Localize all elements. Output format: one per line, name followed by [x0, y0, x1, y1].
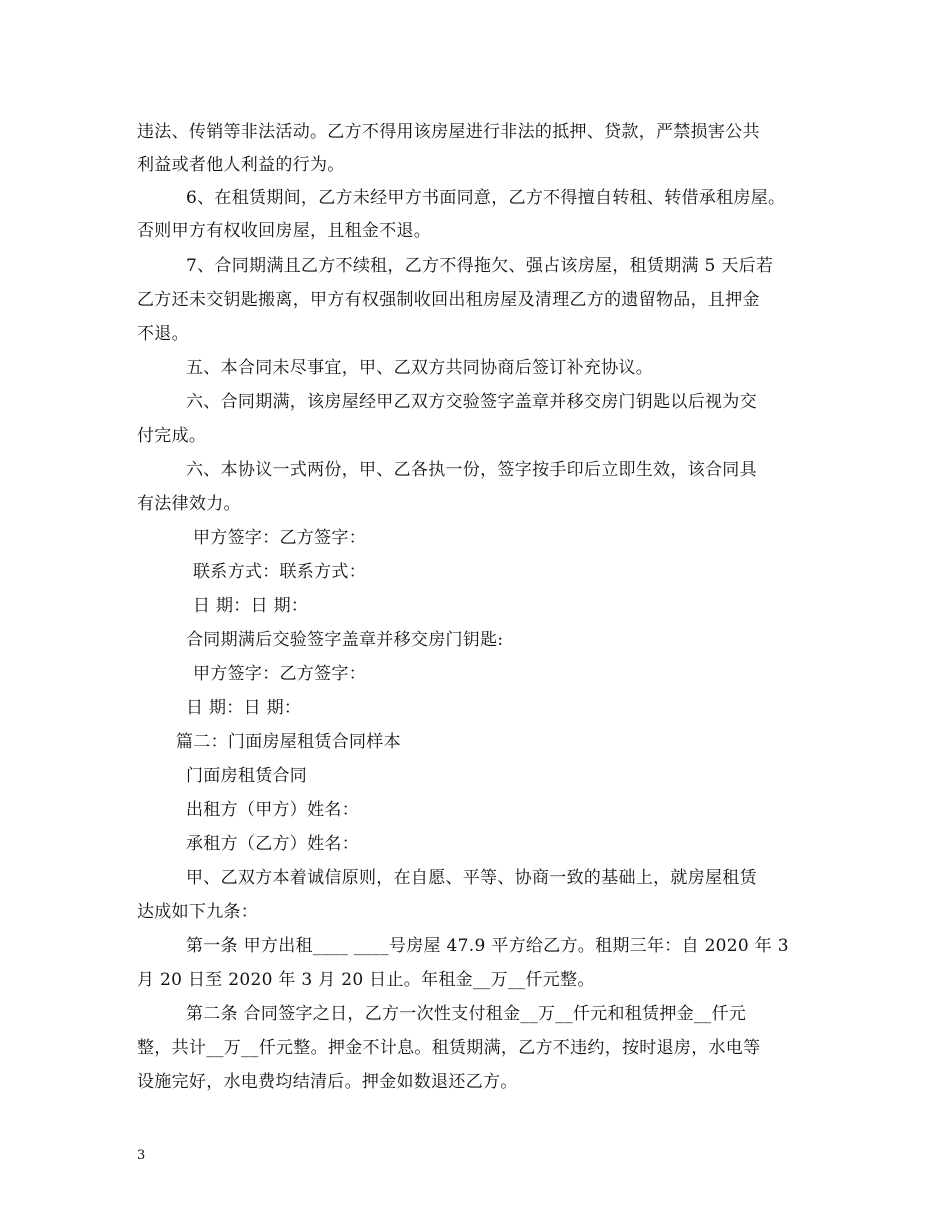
article-1-line-2: 月 20 日至 2020 年 3 月 20 日止。年租金__万__仟元整。 — [137, 970, 595, 990]
article-1-line-1: 第一条 甲方出租____ ____号房屋 47.9 平方给乙方。租期三年：自 2020 年 3 — [186, 936, 789, 956]
text-line-11: 六、本协议一式两份，甲、乙各执一份，签字按手印后立即生效，该合同具 — [186, 460, 757, 480]
text-line-1: 违法、传销等非法活动。乙方不得用该房屋进行非法的抵押、贷款，严禁损害公共 — [137, 122, 760, 142]
text-line-8: 五、本合同未尽事宜，甲、乙双方共同协商后签订补充协议。 — [186, 358, 654, 378]
contact-line-1: 联系方式：联系方式： — [193, 562, 366, 582]
article-2-line-1: 第二条 合同签字之日，乙方一次性支付租金__万__仟元和租赁押金__仟元 — [186, 1004, 747, 1024]
text-line-23: 甲、乙双方本着诚信原则，在自愿、平等、协商一致的基础上，就房屋租赁 — [186, 868, 757, 888]
text-line-24: 达成如下九条： — [137, 902, 259, 922]
text-line-5: 7、合同期满且乙方不续租，乙方不得拖欠、强占该房屋，租赁期满 5 天后若 — [186, 256, 774, 276]
page-number: 3 — [137, 1148, 146, 1163]
text-line-4: 否则甲方有权收回房屋，且租金不退。 — [137, 221, 432, 241]
date-line-1: 日 期：日 期： — [193, 596, 309, 616]
article-2-line-2: 整，共计__万__仟元整。押金不计息。租赁期满，乙方不违约，按时退房，水电等 — [137, 1038, 761, 1058]
date-line-2: 日 期：日 期： — [186, 698, 302, 718]
signature-line-2: 甲方签字：乙方签字： — [193, 664, 366, 684]
text-line-9: 六、合同期满，该房屋经甲乙双方交验签字盖章并移交房门钥匙以后视为交 — [186, 392, 757, 412]
text-line-3: 6、在租赁期间，乙方未经甲方书面同意，乙方不得擅自转租、转借承租房屋。 — [186, 188, 786, 208]
contract-title: 门面房租赁合同 — [186, 766, 308, 786]
signature-line-1: 甲方签字：乙方签字： — [193, 528, 366, 548]
text-line-6: 乙方还未交钥匙搬离，甲方有权强制收回出租房屋及清理乙方的遗留物品，且押金 — [137, 290, 760, 310]
article-2-line-3: 设施完好，水电费均结清后。押金如数退还乙方。 — [137, 1072, 518, 1092]
handover-line: 合同期满后交验签字盖章并移交房门钥匙: — [186, 630, 504, 650]
text-line-10: 付完成。 — [137, 426, 207, 446]
text-line-12: 有法律效力。 — [137, 494, 241, 514]
lessee-name-line: 承租方（乙方）姓名： — [186, 834, 359, 854]
text-line-7: 不退。 — [137, 324, 189, 344]
text-line-2: 利益或者他人利益的行为。 — [137, 155, 345, 175]
lessor-name-line: 出租方（甲方）姓名： — [186, 800, 359, 820]
section-heading: 篇二：门面房屋租赁合同样本 — [176, 732, 401, 752]
